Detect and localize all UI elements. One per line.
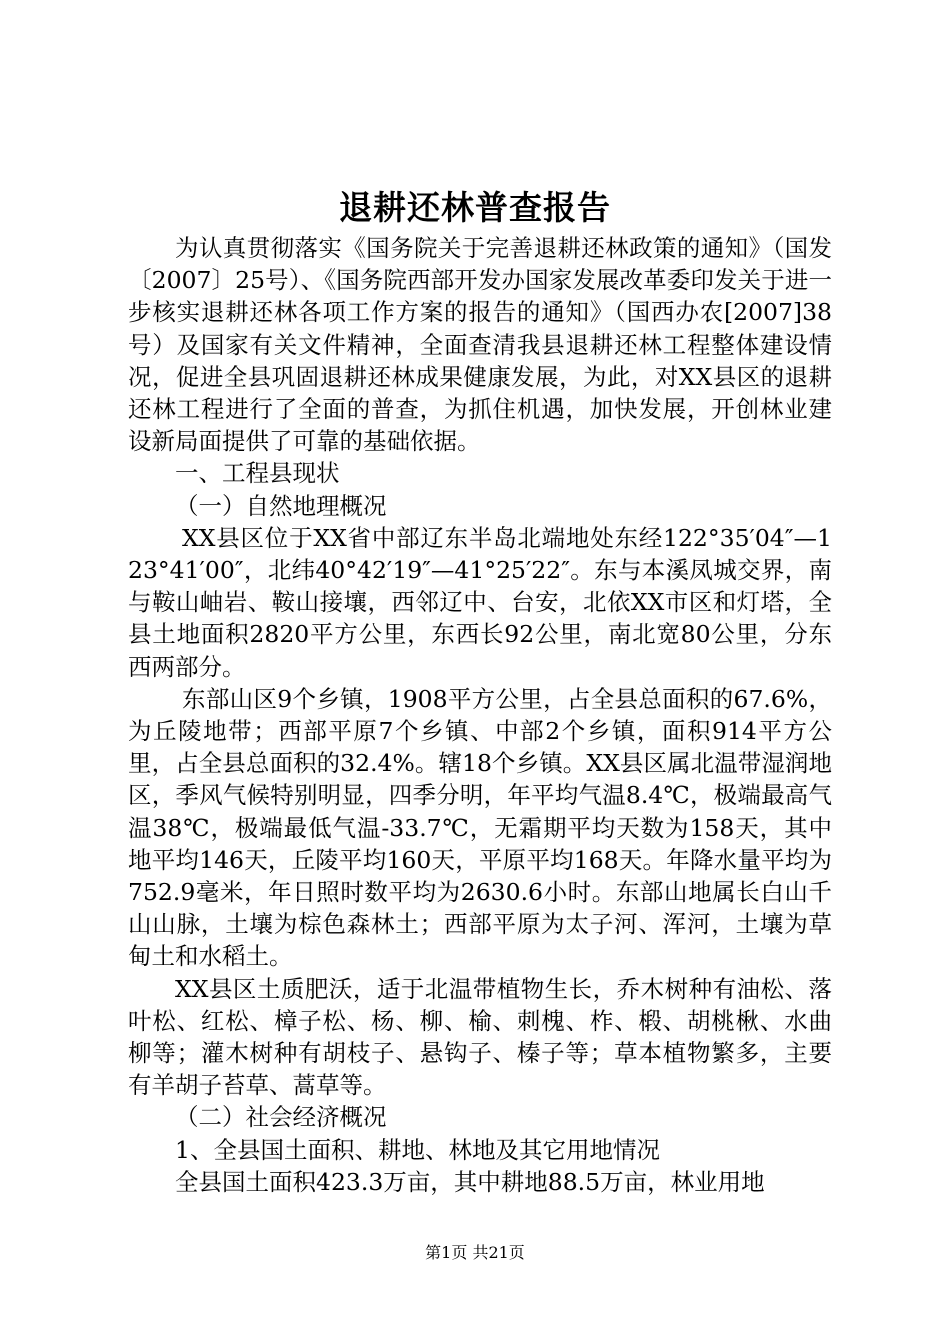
subsection-heading-natural: （一）自然地理概况 (175, 491, 387, 520)
paragraph-intro: 为认真贯彻落实《国务院关于完善退耕还林政策的通知》（国发〔2007〕25号）、《国务院西部开发办国家发展改革委印发关于进一步核实退耕还林各项工作方案的报告的通知》（国西办农[2007]38号）及国家有关文件精神，全面查清我县退耕还林工程整体建设情况，促进全县巩固退耕还林成果健康发展，为此，对XX县区的退耕还林工程进行了全面的普查，为抓住机遇，加快发展，开创林业建设新局面提供了可靠的基础依据。 (128, 234, 832, 456)
document-body (128, 232, 832, 1198)
item-heading-land-use: 1、全县国土面积、耕地、林地及其它用地情况 (175, 1135, 660, 1164)
paragraph-land-area: 全县国土面积423.3万亩，其中耕地88.5万亩，林业用地 (175, 1167, 765, 1196)
subsection-heading-economy: （二）社会经济概况 (175, 1103, 387, 1132)
section-heading-1: 一、工程县现状 (175, 459, 340, 488)
paragraph-location: XX县区位于XX省中部辽东半岛北端地处东经122°35′04″—123°41′00″，北纬40°42′19″—41°25′22″。东与本溪凤城交界，南与鞍山岫岩、鞍山接壤，西邻辽中、台安，北依XX市区和灯塔，全县土地面积2820平方公里，东西长92公里，南北宽80公里，分东西两部分。 (128, 523, 832, 681)
paragraph-climate: 东部山区9个乡镇，1908平方公里，占全县总面积的67.6%，为丘陵地带；西部平原7个乡镇、中部2个乡镇，面积914平方公里，占全县总面积的32.4%。辖18个乡镇。XX县区属北温带湿润地区，季风气候特别明显，四季分明，年平均气温8.4℃，极端最高气温38℃，极端最低气温-33.7℃，无霜期平均天数为158天，其中地平均146天，丘陵平均160天，平原平均168天。年降水量平均为752.9毫米，年日照时数平均为2630.6小时。东部山地属长白山千山山脉，土壤为棕色森林土；西部平原为太子河、浑河，土壤为草甸土和水稻土。 (128, 684, 832, 971)
document-title: 退耕还林普查报告 (339, 188, 611, 227)
paragraph-vegetation: XX县区土质肥沃，适于北温带植物生长，乔木树种有油松、落叶松、红松、樟子松、杨、柳、榆、刺槐、柞、椴、胡桃楸、水曲柳等；灌木树种有胡枝子、悬钩子、榛子等；草本植物繁多，主要有羊胡子苔草、蒿草等。 (128, 974, 832, 1100)
page-footer: 第1页 共21页 (425, 1243, 525, 1262)
